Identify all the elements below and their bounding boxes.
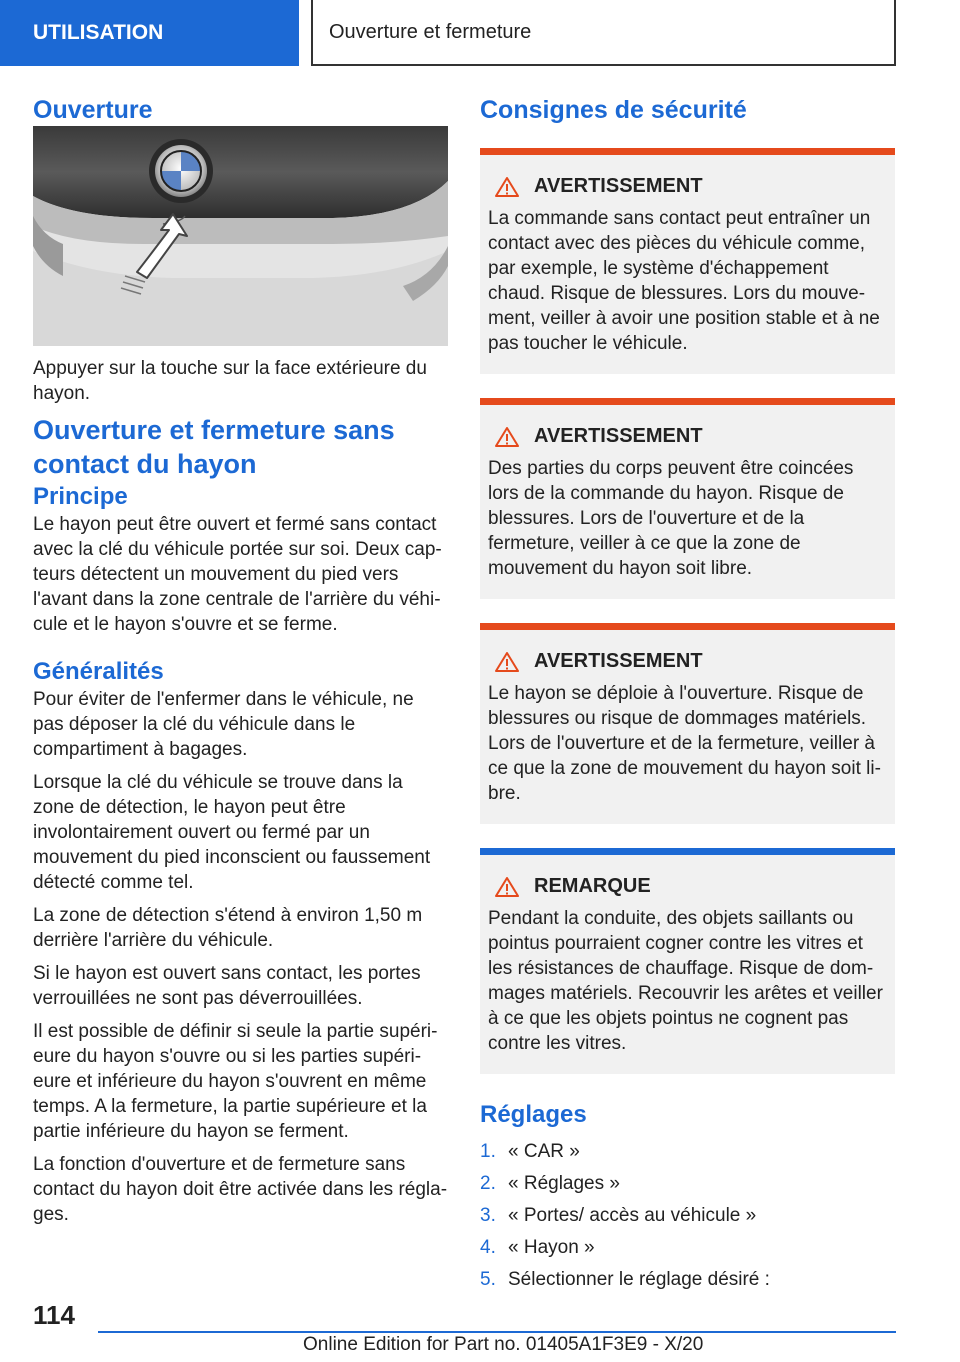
warning-triangle-icon (494, 651, 520, 673)
list-item: 4. « Hayon » (480, 1237, 595, 1259)
warning-title: AVERTISSEMENT (534, 650, 703, 673)
footer-divider (98, 1331, 896, 1333)
footer-edition: Online Edition for Part no. 01405A1F3E9 - X/20 (303, 1334, 704, 1355)
warning-triangle-icon (494, 426, 520, 448)
warning-triangle-icon (494, 176, 520, 198)
section-title: UTILISATION (33, 21, 164, 44)
warning-box (480, 398, 895, 599)
heading-generalites: Généralités (33, 657, 164, 685)
heading-reglages: Réglages (480, 1101, 587, 1129)
tailgate-button-photo (33, 126, 448, 346)
note-title: REMARQUE (534, 875, 651, 898)
note-box (480, 848, 895, 1074)
generalites-paragraph: Si le hayon est ouvert sans contact, les portes verrouillées ne sont pas déverrouillées. (33, 962, 421, 1009)
chapter-title: Ouverture et fermeture (329, 20, 532, 43)
warning-box (480, 148, 895, 374)
generalites-paragraph: La zone de détection s'étend à environ 1,50 m derrière l'arrière du véhicule. (33, 904, 423, 951)
generalites-paragraph: Lorsque la clé du véhicule se trouve dans la zone de détection, le hayon peut être involontairement ouvert ou fermé par un mouvement du pied inconscient ou faussement détecté comme tel. (33, 771, 431, 893)
tailgate-illustration (33, 126, 448, 346)
warning-title: AVERTISSEMENT (534, 425, 703, 448)
principe-text: Le hayon peut être ouvert et fermé sans contact avec la clé du véhicule portée sur soi. Deux capteurs détectent un mouvement du pied vers l'avant dans la zone centrale de l'arrière du véhicule et le hayon s'ouvre et se ferme. (33, 513, 442, 635)
list-item: 5. Sélectionner le réglage désiré : (480, 1269, 770, 1291)
section-tab (0, 0, 299, 66)
note-text: Pendant la conduite, des objets saillants ou pointus pourraient cogner contre les vitres et les résistances de chauffage. Risque de dommages matériels. Recouvrir les arêtes et veiller à ce que les objets pointus ne cognent pas contre les vitres. (488, 908, 883, 1055)
list-item: 2. « Réglages » (480, 1173, 620, 1195)
photo-caption: Appuyer sur la touche sur la face extérieure du hayon. (33, 358, 427, 405)
heading-sans-contact: Ouverture et fermeture sans contact du hayon (33, 415, 395, 479)
generalites-paragraph: La fonction d'ouverture et de fermeture sans contact du hayon doit être activée dans les réglages. (33, 1153, 448, 1225)
settings-steps (480, 1136, 895, 1296)
page-number: 114 (33, 1300, 75, 1330)
warning-triangle-icon (494, 876, 520, 898)
generalites-paragraph: Il est possible de définir si seule la partie supérieure du hayon s'ouvre ou si les parties supérieure et inférieure du hayon s'ouvrent en même temps. A la fermeture, la partie supérieure et la partie inférieure du hayon se ferment. (33, 1020, 438, 1142)
list-item: 3. « Portes/ accès au véhicule » (480, 1205, 757, 1227)
chapter-header (311, 0, 896, 66)
right-column (480, 95, 895, 1296)
list-item: 1. « CAR » (480, 1141, 580, 1163)
warning-box (480, 623, 895, 824)
heading-consignes: Consignes de sécurité (480, 96, 747, 124)
heading-principe: Principe (33, 482, 128, 510)
generalites-paragraph: Pour éviter de l'enfermer dans le véhicule, ne pas déposer la clé du véhicule dans le compartiment à bagages. (33, 688, 414, 760)
warning-text: Le hayon se déploie à l'ouverture. Risque de blessures ou risque de dommages matériels. Lors de l'ouverture et de la fermeture, veiller à ce que la zone de mouvement du hayon soit libre. (488, 683, 881, 805)
warning-title: AVERTISSEMENT (534, 175, 703, 198)
warning-text: La commande sans contact peut entraîner un contact avec des pièces du véhicule comme, par exemple, le système d'échappement chaud. Risque de blessures. Lors du mouvement, veiller à avoir une position stable et à ne pas toucher le véhicule. (488, 208, 880, 355)
warning-text: Des parties du corps peuvent être coincées lors de la commande du hayon. Risque de blessures. Lors de l'ouverture et de la fermeture, veiller à ce que la zone de mouvement du hayon soit libre. (488, 458, 854, 580)
heading-ouverture: Ouverture (33, 96, 153, 124)
left-column (33, 95, 448, 1235)
